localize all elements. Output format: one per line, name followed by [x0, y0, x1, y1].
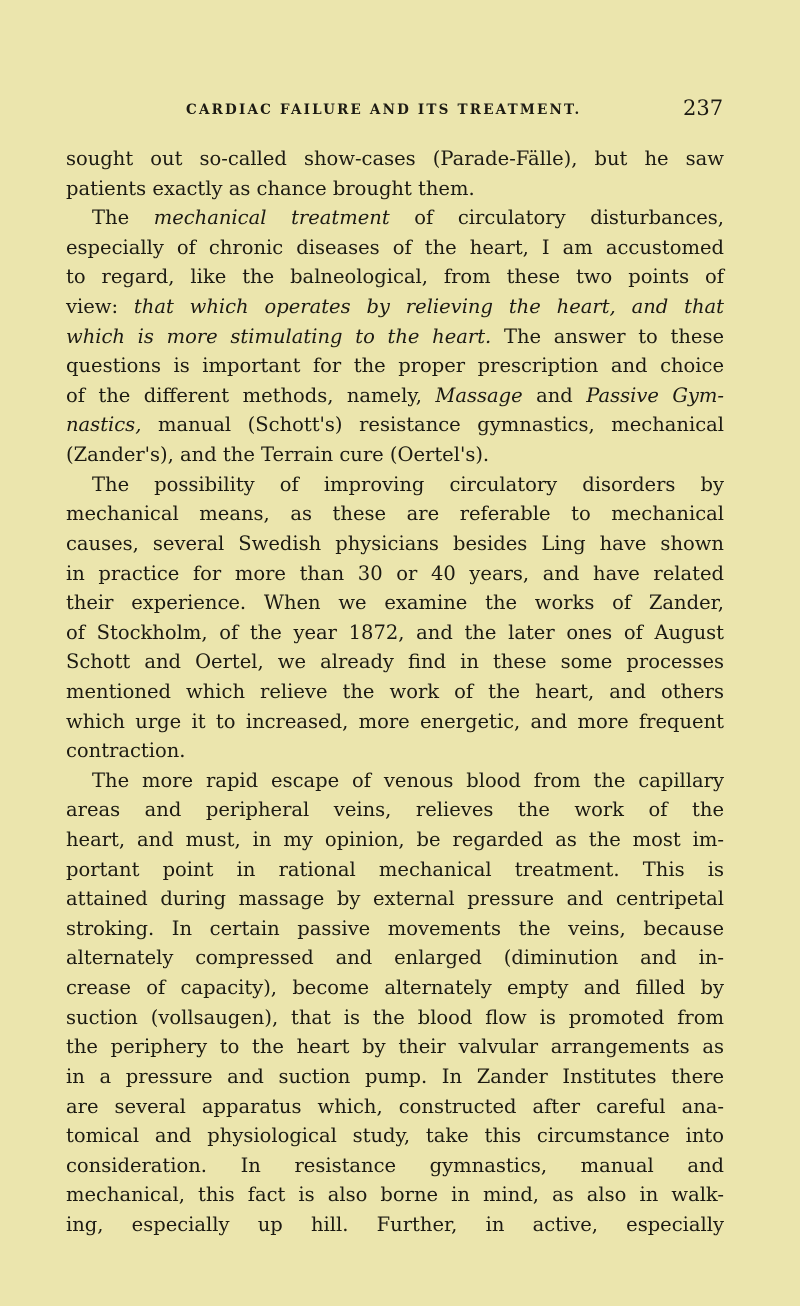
- text-segment: consideration. In resistance gymnastics, manual and: [66, 1153, 724, 1177]
- text-segment: the periphery to the heart by their valvular arrangements as: [66, 1035, 724, 1059]
- text-line: [66, 707, 724, 737]
- text-line: [66, 647, 724, 677]
- text-line: [66, 943, 724, 973]
- text-line: [66, 795, 724, 825]
- text-segment: mechanical means, as these are referable to mechanical: [66, 502, 724, 526]
- text-segment: patients exactly as chance brought them.: [66, 176, 475, 200]
- text-segment: their experience. When we examine the works of Zander,: [66, 591, 724, 615]
- text-line: [66, 440, 724, 470]
- text-segment: causes, several Swedish physicians besides Ling have shown: [66, 531, 724, 555]
- text-segment: of the different methods, namely,: [66, 383, 436, 407]
- text-line: [66, 855, 724, 885]
- text-segment: tomical and physiological study, take this circumstance into: [66, 1124, 724, 1148]
- running-title: CARDIAC FAILURE AND ITS TREATMENT.: [186, 102, 582, 118]
- text-segment: attained during massage by external pressure and centripetal: [66, 887, 724, 911]
- text-segment: to regard, like the balneological, from these two points of: [66, 265, 724, 289]
- text-line: [66, 174, 724, 204]
- page-number: 237: [683, 96, 724, 120]
- body-text: [66, 144, 724, 1240]
- text-segment: contraction.: [66, 739, 186, 763]
- text-line: [66, 322, 724, 352]
- text-segment: crease of capacity), become alternately empty and filled by: [66, 976, 724, 1000]
- italic-text: that which operates by relieving the heart, and that: [133, 295, 724, 319]
- italic-text: which is more stimulating to the heart.: [66, 324, 492, 348]
- text-line: [66, 588, 724, 618]
- text-segment: view:: [66, 295, 134, 319]
- text-segment: especially of chronic diseases of the heart, I am accustomed: [66, 235, 724, 259]
- text-segment: manual (Schott's) resistance gymnastics, mechanical: [141, 413, 724, 437]
- text-line: [66, 736, 724, 766]
- text-segment: questions is important for the proper prescription and choice: [66, 354, 724, 378]
- text-line: [66, 1032, 724, 1062]
- text-line: [66, 410, 724, 440]
- text-segment: stroking. In certain passive movements the veins, because: [66, 916, 724, 940]
- text-segment: areas and peripheral veins, relieves the work of the: [66, 798, 724, 822]
- text-line: [66, 499, 724, 529]
- text-line: [66, 529, 724, 559]
- text-segment: portant point in rational mechanical treatment. This is: [66, 857, 724, 881]
- italic-text: Passive Gym-: [586, 383, 724, 407]
- text-line: [66, 973, 724, 1003]
- text-segment: mechanical, this fact is also borne in mind, as also in walk-: [66, 1183, 724, 1207]
- text-line: [66, 1151, 724, 1181]
- text-line: [66, 144, 724, 174]
- text-segment: mentioned which relieve the work of the heart, and others: [66, 679, 724, 703]
- text-segment: of Stockholm, of the year 1872, and the later ones of August: [66, 620, 724, 644]
- text-line: [66, 1121, 724, 1151]
- text-segment: alternately compressed and enlarged (diminution and in-: [66, 946, 724, 970]
- italic-text: nastics,: [66, 413, 142, 437]
- text-segment: heart, and must, in my opinion, be regarded as the most im-: [66, 828, 724, 852]
- text-line: [66, 677, 724, 707]
- text-segment: suction (vollsaugen), that is the blood flow is promoted from: [66, 1005, 724, 1029]
- text-line: [66, 233, 724, 263]
- text-segment: Schott and Oertel, we already find in these some processes: [66, 650, 724, 674]
- text-line: [66, 914, 724, 944]
- text-segment: in practice for more than 30 or 40 years, and have related: [66, 561, 724, 585]
- text-line: [66, 766, 724, 796]
- text-segment: and: [522, 383, 587, 407]
- text-segment: The more rapid escape of venous blood from the capillary: [92, 768, 724, 792]
- text-line: [66, 351, 724, 381]
- text-line: [66, 470, 724, 500]
- text-line: [66, 262, 724, 292]
- text-line: [66, 1180, 724, 1210]
- text-segment: The: [92, 206, 154, 230]
- text-segment: are several apparatus which, constructed after careful ana-: [66, 1094, 724, 1118]
- text-line: [66, 203, 724, 233]
- text-line: [66, 884, 724, 914]
- text-segment: sought out so-called show-cases (Parade-Fälle), but he saw: [66, 147, 724, 170]
- text-line: [66, 618, 724, 648]
- text-line: [66, 559, 724, 589]
- text-segment: ing, especially up hill. Further, in active, especially: [66, 1212, 724, 1236]
- text-segment: The possibility of improving circulatory disorders by: [92, 472, 724, 496]
- text-line: [66, 1003, 724, 1033]
- text-segment: which urge it to increased, more energetic, and more frequent: [66, 709, 724, 733]
- text-line: [66, 1092, 724, 1122]
- text-line: [66, 292, 724, 322]
- text-segment: The answer to these: [491, 324, 724, 348]
- text-line: [66, 825, 724, 855]
- text-segment: in a pressure and suction pump. In Zander Institutes there: [66, 1064, 724, 1088]
- text-line: [66, 1210, 724, 1240]
- italic-text: mechanical treatment: [153, 206, 390, 230]
- text-line: [66, 1062, 724, 1092]
- text-line: [66, 381, 724, 411]
- italic-text: Massage: [435, 383, 523, 407]
- text-segment: (Zander's), and the Terrain cure (Oertel's).: [66, 443, 490, 467]
- text-segment: of circulatory disturbances,: [389, 206, 724, 230]
